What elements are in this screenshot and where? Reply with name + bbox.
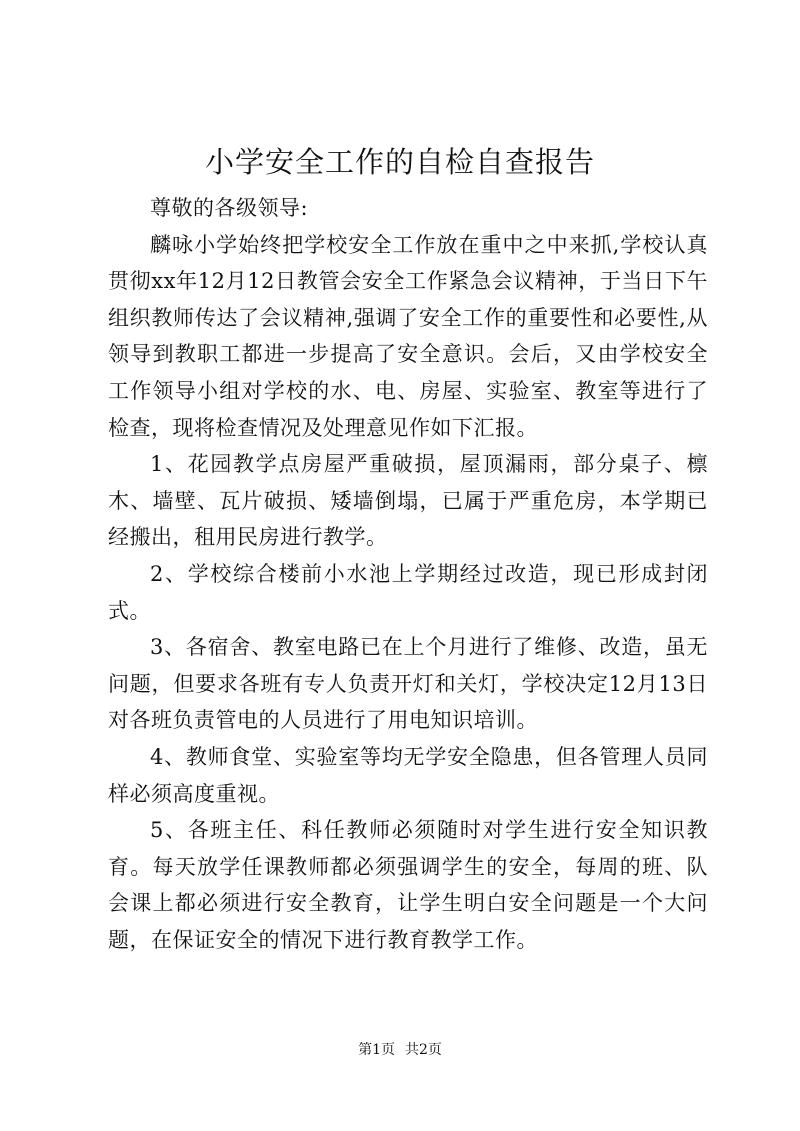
document-body: [108, 190, 708, 958]
paragraph-item-1: 1、花园教学点房屋严重破损，屋顶漏雨，部分桌子、檩木、墙壁、瓦片破损、矮墙倒塌，已属于严重危房，本学期已经搬出，租用民房进行教学。: [108, 452, 708, 550]
salutation: 尊敬的各级领导:: [150, 196, 309, 220]
page-footer: [0, 1040, 800, 1060]
document-title: 小学安全工作的自检自查报告: [204, 145, 595, 179]
paragraph-item-5: 5、各班主任、科任教师必须随时对学生进行安全知识教育。每天放学任课教师都必须强调学生的安全，每周的班、队会课上都必须进行安全教育，让学生明白安全问题是一个大问题，在保证安全的情况下进行教育教学工作。: [108, 818, 708, 952]
paragraph-item-3: 3、各宿舍、教室电路已在上个月进行了维修、改造，虽无问题，但要求各班有专人负责开灯和关灯，学校决定12月13日对各班负责管电的人员进行了用电知识培训。: [108, 635, 708, 733]
page-total: 共2页: [405, 1042, 442, 1058]
paragraph-item-4: 4、教师食堂、实验室等均无学安全隐患，但各管理人员同样必须高度重视。: [108, 744, 708, 806]
paragraph-item-2: 2、学校综合楼前小水池上学期经过改造，现已形成封闭式。: [108, 561, 708, 623]
page-number: 第1页: [358, 1042, 395, 1058]
paragraph-intro: 麟咏小学始终把学校安全工作放在重中之中来抓,学校认真贯彻xx年12月12日教管会安全工作紧急会议精神，于当日下午组织教师传达了会议精神,强调了安全工作的重要性和必要性,从领导到教职工都进一步提高了安全意识。会后，又由学校安全工作领导小组对学校的水、电、房屋、实验室、教室等进行了检查，现将检查情况及处理意见作如下汇报。: [108, 232, 708, 440]
